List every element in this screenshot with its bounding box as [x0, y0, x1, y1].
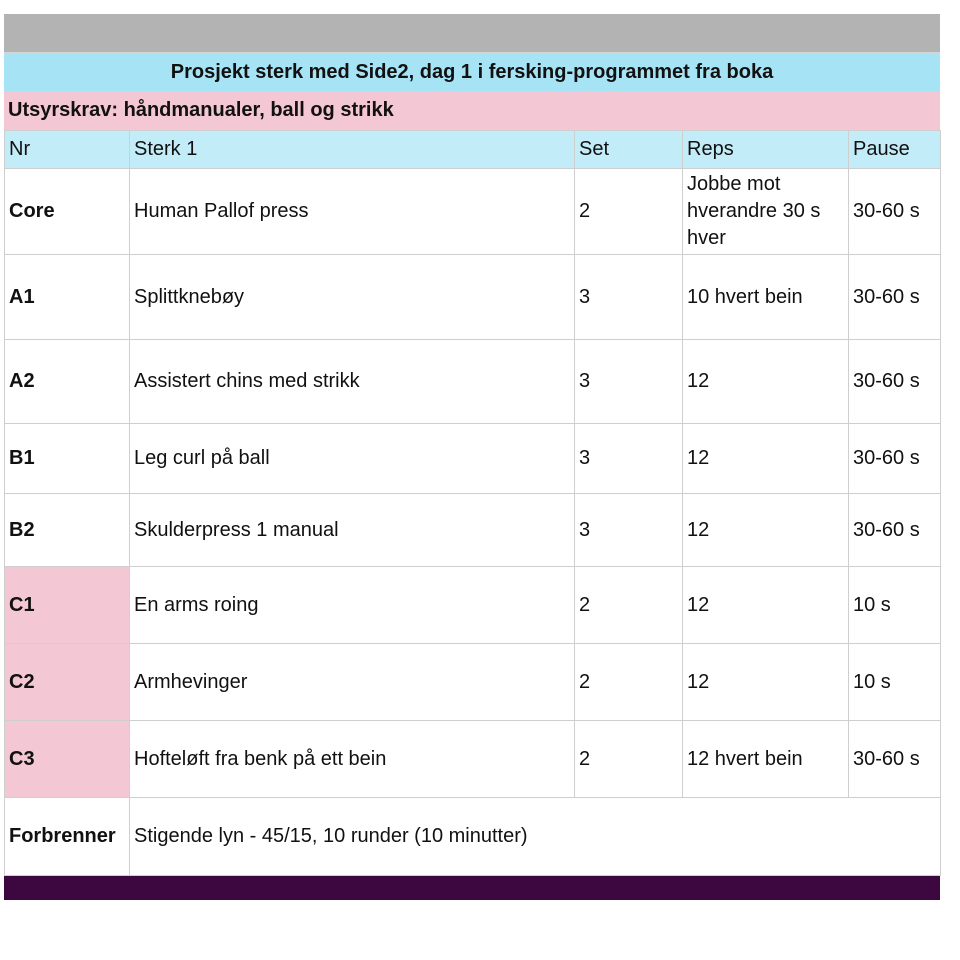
row-pause: 30-60 s	[849, 340, 941, 424]
row-nr: C1	[5, 567, 130, 644]
row-nr: A2	[5, 340, 130, 424]
finisher-text: Stigende lyn - 45/15, 10 runder (10 minutter)	[130, 798, 941, 876]
row-reps: 12	[683, 644, 849, 721]
col-header-reps: Reps	[683, 131, 849, 169]
row-exercise: Armhevinger	[130, 644, 575, 721]
finisher-row	[5, 798, 941, 876]
table-row	[5, 721, 941, 798]
row-set: 3	[575, 340, 683, 424]
row-set: 2	[575, 169, 683, 255]
row-reps: 12	[683, 424, 849, 494]
table-row	[5, 255, 941, 340]
row-exercise: Human Pallof press	[130, 169, 575, 255]
row-nr: B1	[5, 424, 130, 494]
table-row	[5, 644, 941, 721]
finisher-label: Forbrenner	[5, 798, 130, 876]
row-set: 2	[575, 721, 683, 798]
row-set: 3	[575, 424, 683, 494]
row-exercise: Leg curl på ball	[130, 424, 575, 494]
row-exercise: Skulderpress 1 manual	[130, 494, 575, 567]
row-set: 2	[575, 644, 683, 721]
workout-sheet	[4, 14, 940, 900]
row-pause: 30-60 s	[849, 255, 941, 340]
row-pause: 30-60 s	[849, 424, 941, 494]
row-nr: Core	[5, 169, 130, 255]
row-reps: 12	[683, 567, 849, 644]
row-exercise: Splittknebøy	[130, 255, 575, 340]
row-nr: A1	[5, 255, 130, 340]
row-exercise: Hofteløft fra benk på ett bein	[130, 721, 575, 798]
row-reps: 12	[683, 340, 849, 424]
col-header-set: Set	[575, 131, 683, 169]
row-pause: 10 s	[849, 567, 941, 644]
sheet-title: Prosjekt sterk med Side2, dag 1 i fersking-programmet fra boka	[4, 52, 940, 91]
row-nr: B2	[5, 494, 130, 567]
row-set: 3	[575, 494, 683, 567]
table-row	[5, 169, 941, 255]
table-row	[5, 494, 941, 567]
row-set: 3	[575, 255, 683, 340]
row-pause: 30-60 s	[849, 721, 941, 798]
row-nr: C3	[5, 721, 130, 798]
table-row	[5, 567, 941, 644]
col-header-pause: Pause	[849, 131, 941, 169]
table-row	[5, 340, 941, 424]
row-exercise: Assistert chins med strikk	[130, 340, 575, 424]
row-exercise: En arms roing	[130, 567, 575, 644]
col-header-exercise: Sterk 1	[130, 131, 575, 169]
row-pause: 10 s	[849, 644, 941, 721]
row-reps: 12	[683, 494, 849, 567]
col-header-nr: Nr	[5, 131, 130, 169]
row-reps: 12 hvert bein	[683, 721, 849, 798]
row-pause: 30-60 s	[849, 169, 941, 255]
row-reps: Jobbe mot hverandre 30 s hver	[683, 169, 849, 255]
table-row	[5, 424, 941, 494]
row-set: 2	[575, 567, 683, 644]
equipment-requirements: Utsyrskrav: håndmanualer, ball og strikk	[4, 91, 940, 130]
row-nr: C2	[5, 644, 130, 721]
row-reps: 10 hvert bein	[683, 255, 849, 340]
row-pause: 30-60 s	[849, 494, 941, 567]
table-header-row	[5, 131, 941, 169]
exercise-table	[4, 130, 941, 876]
bottom-purple-bar	[4, 876, 940, 900]
top-gray-bar	[4, 14, 940, 52]
